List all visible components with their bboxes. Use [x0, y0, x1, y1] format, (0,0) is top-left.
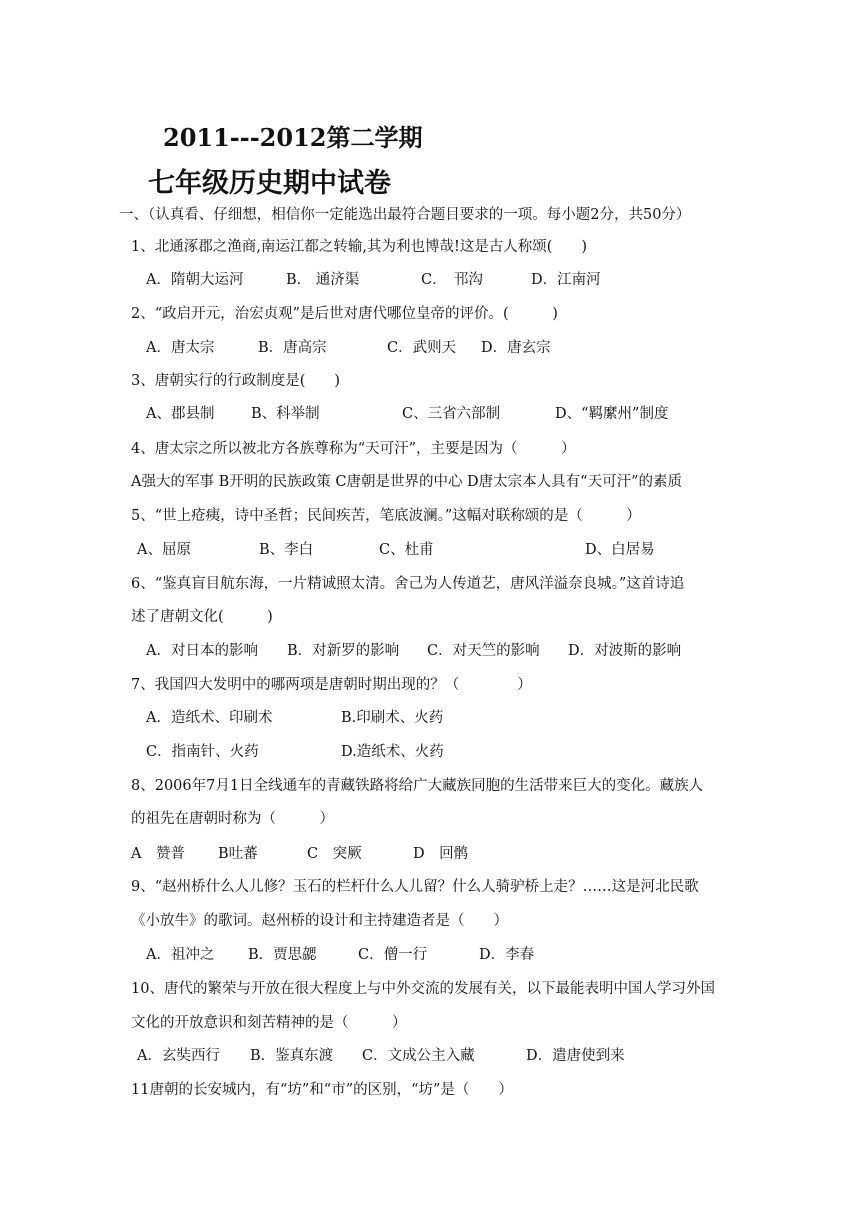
- question-text: 7、我国四大发明中的哪两项是唐朝时期出现的？（ ）: [131, 677, 532, 693]
- question-options: [131, 1046, 751, 1066]
- question-options: [131, 338, 751, 358]
- option-c: C．武则天: [387, 340, 457, 356]
- question-options-inline: A强大的军事 B开明的民族政策 C唐朝是世界的中心 D唐太宗本人具有“天可汗”的素质: [131, 474, 682, 490]
- question-options: [131, 708, 751, 728]
- option-a: A．唐太宗: [146, 340, 215, 356]
- question-options: [131, 641, 751, 661]
- option-a: A．祖冲之: [146, 947, 215, 963]
- option-d: D．李春: [479, 947, 535, 963]
- option-b: B．对新罗的影响: [287, 643, 400, 659]
- option-b: B、李白: [259, 542, 314, 558]
- option-c: C、杜甫: [379, 542, 434, 558]
- option-d: D 回鹘: [413, 846, 469, 862]
- option-a: A、屈原: [137, 542, 191, 558]
- question-options: [131, 270, 751, 290]
- question-text-continued: 的祖先在唐朝时称为（ ）: [131, 811, 334, 827]
- question-text: 5、“世上疮痍，诗中圣哲；民间疾苦，笔底波澜。”这幅对联称颂的是（ ）: [131, 508, 641, 524]
- option-c: C．对天竺的影响: [427, 643, 540, 659]
- option-d: D．对波斯的影响: [568, 643, 682, 659]
- question-options: [131, 540, 751, 560]
- option-d: D、白居易: [585, 542, 655, 558]
- option-c: C．文成公主入藏: [362, 1048, 475, 1064]
- option-a: A．造纸术、印刷术: [146, 710, 273, 726]
- option-a: A 赞普: [131, 846, 185, 862]
- option-b: B.印刷术、火药: [341, 710, 444, 726]
- option-c: C．僧一行: [358, 947, 428, 963]
- option-b: B． 通济渠: [286, 272, 360, 288]
- question-text: 11唐朝的长安城内，有“坊”和“市”的区别，“坊”是（ ）: [131, 1082, 513, 1098]
- option-d: D.造纸术、火药: [341, 744, 444, 760]
- question-text: 3、唐朝实行的行政制度是( ): [131, 373, 341, 389]
- question-text: 10、唐代的繁荣与开放在很大程度上与中外交流的发展有关，以下最能表明中国人学习外国: [131, 981, 715, 997]
- option-d: D．遣唐使到来: [526, 1048, 625, 1064]
- option-b: B．唐高宗: [258, 340, 327, 356]
- option-b: B、科举制: [251, 406, 320, 422]
- question-options: [131, 844, 751, 864]
- exam-title: 七年级历史期中试卷: [148, 168, 391, 199]
- option-b: B．贾思勰: [248, 947, 317, 963]
- option-a: A．隋朝大运河: [146, 272, 244, 288]
- exam-term: 2011---2012第二学期: [163, 123, 423, 152]
- option-d: D．唐玄宗: [481, 340, 551, 356]
- option-a: A．玄奘西行: [137, 1048, 220, 1064]
- option-c: C．指南针、火药: [146, 744, 259, 760]
- option-a: A、郡县制: [146, 406, 215, 422]
- question-text: 4、唐太宗之所以被北方各族尊称为“天可汗”，主要是因为（ ）: [131, 441, 576, 457]
- section-heading: 一、（认真看、仔细想，相信你一定能选出最符合题目要求的一项。每小题2分，共50分）: [119, 207, 691, 223]
- option-d: D、“羁縻州”制度: [555, 406, 669, 422]
- option-c: C． 邗沟: [421, 272, 483, 288]
- question-text: 8、2006年7月1日全线通车的青藏铁路将给广大藏族同胞的生活带来巨大的变化。藏族人: [131, 778, 704, 794]
- question-text: 6、“鉴真盲目航东海，一片精诚照太清。舍己为人传道艺，唐风洋溢奈良城。”这首诗追: [131, 576, 685, 592]
- option-b: B吐蕃: [218, 846, 258, 862]
- question-options: [131, 945, 751, 965]
- question-options: [131, 404, 751, 424]
- question-text: 9、“赵州桥什么人儿修？玉石的栏杆什么人儿留？什么人骑驴桥上走？……这是河北民歌: [131, 879, 699, 895]
- option-a: A．对日本的影响: [146, 643, 258, 659]
- question-text-continued: 述了唐朝文化( ): [131, 609, 273, 625]
- option-c: C 突厥: [307, 846, 362, 862]
- question-text-continued: 《小放牛》的歌词。赵州桥的设计和主持建造者是（ ）: [131, 913, 508, 929]
- question-text-continued: 文化的开放意识和刻苦精神的是（ ）: [131, 1015, 407, 1031]
- question-text: 1、北通涿郡之渔商,南运江都之转输,其为利也博哉!这是古人称颂( ): [131, 239, 588, 255]
- option-c: C、三省六部制: [402, 406, 501, 422]
- question-text: 2、“政启开元，治宏贞观”是后世对唐代哪位皇帝的评价。( ): [131, 306, 558, 322]
- question-options: [131, 742, 751, 762]
- option-d: D．江南河: [531, 272, 601, 288]
- option-b: B．鉴真东渡: [250, 1048, 334, 1064]
